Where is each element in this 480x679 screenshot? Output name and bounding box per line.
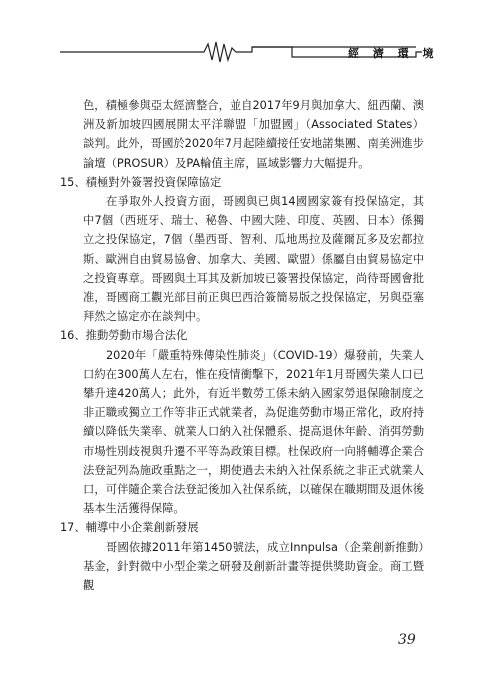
- heading-number: 16、: [60, 329, 86, 343]
- page-header: [0, 38, 480, 68]
- section-heading-16: [60, 326, 424, 345]
- paragraph-sme: 哥國依據2011年第1450號法，成立Innpulsa（企業創新推動）基金，針對微中小型企業之研發及創新計畫等提供獎助資金。商工暨觀: [83, 540, 424, 593]
- page-number: 39: [398, 632, 416, 648]
- heading-text: 積極對外簽署投資保障協定: [85, 175, 222, 189]
- paragraph-investment: 在爭取外人投資方面，哥國與已與14國國家簽有投保協定，其中7個（西班牙、瑞士、秘魯、中國大陸、印度、英國、日本）係獨立之投保協定，7個（墨西哥、智利、瓜地馬拉及薩爾瓦多及宏都拉斯、歐洲自由貿易協會、加拿大、美國、歐盟）係屬自由貿易協定中之投資專章。哥國與土耳其及新加坡已簽署投保協定，尚待哥國會批准，哥國商工觀光部目前正與巴西洽簽簡易版之投保協定，另與亞塞拜然之協定亦在談判中。: [83, 195, 424, 324]
- heading-text: 推動勞動市場合法化: [85, 329, 188, 343]
- heading-number: 17、: [60, 521, 86, 535]
- paragraph-continued: 色，積極參與亞太經濟整合，並自2017年9月與加拿大、紐西蘭、澳洲及新加坡四國展開太平洋聯盟「加盟國」（Associated States）談判。此外，哥國於2020年7月起陸續接任安地諾集團、南美洲進步論壇（PROSUR）及PA輪值主席，區域影響力大幅提升。: [83, 99, 424, 170]
- heading-text: 輔導中小企業創新發展: [85, 521, 199, 535]
- section-heading-17: [60, 518, 424, 537]
- section-title: 經 濟 環 境: [348, 47, 439, 60]
- heading-number: 15、: [60, 175, 86, 189]
- paragraph-labor: 2020年「嚴重特殊傳染性肺炎」（COVID-19）爆發前，失業人口約在300萬人左右，惟在疫情衝擊下，2021年1月哥國失業人口已攀升達420萬人；此外，有近半數勞工係未納入國家勞退保險制度之非正職或獨立工作等非正式就業者，為促進勞動市場正常化，政府持續以降低失業率、就業人口納入社保體系、提高退休年齡、消弭勞動市場性別歧視與升遷不平等為政策目標。杜保政府一向將輔導企業合法登記列為施政重點之一，期使過去未納入社保系統之非正式就業人口，可伴隨企業合法登記後加入社保系統，以確保在職期間及退休後基本生活獲得保障。: [83, 348, 424, 516]
- section-heading-15: [60, 173, 424, 192]
- document-body: [60, 96, 424, 595]
